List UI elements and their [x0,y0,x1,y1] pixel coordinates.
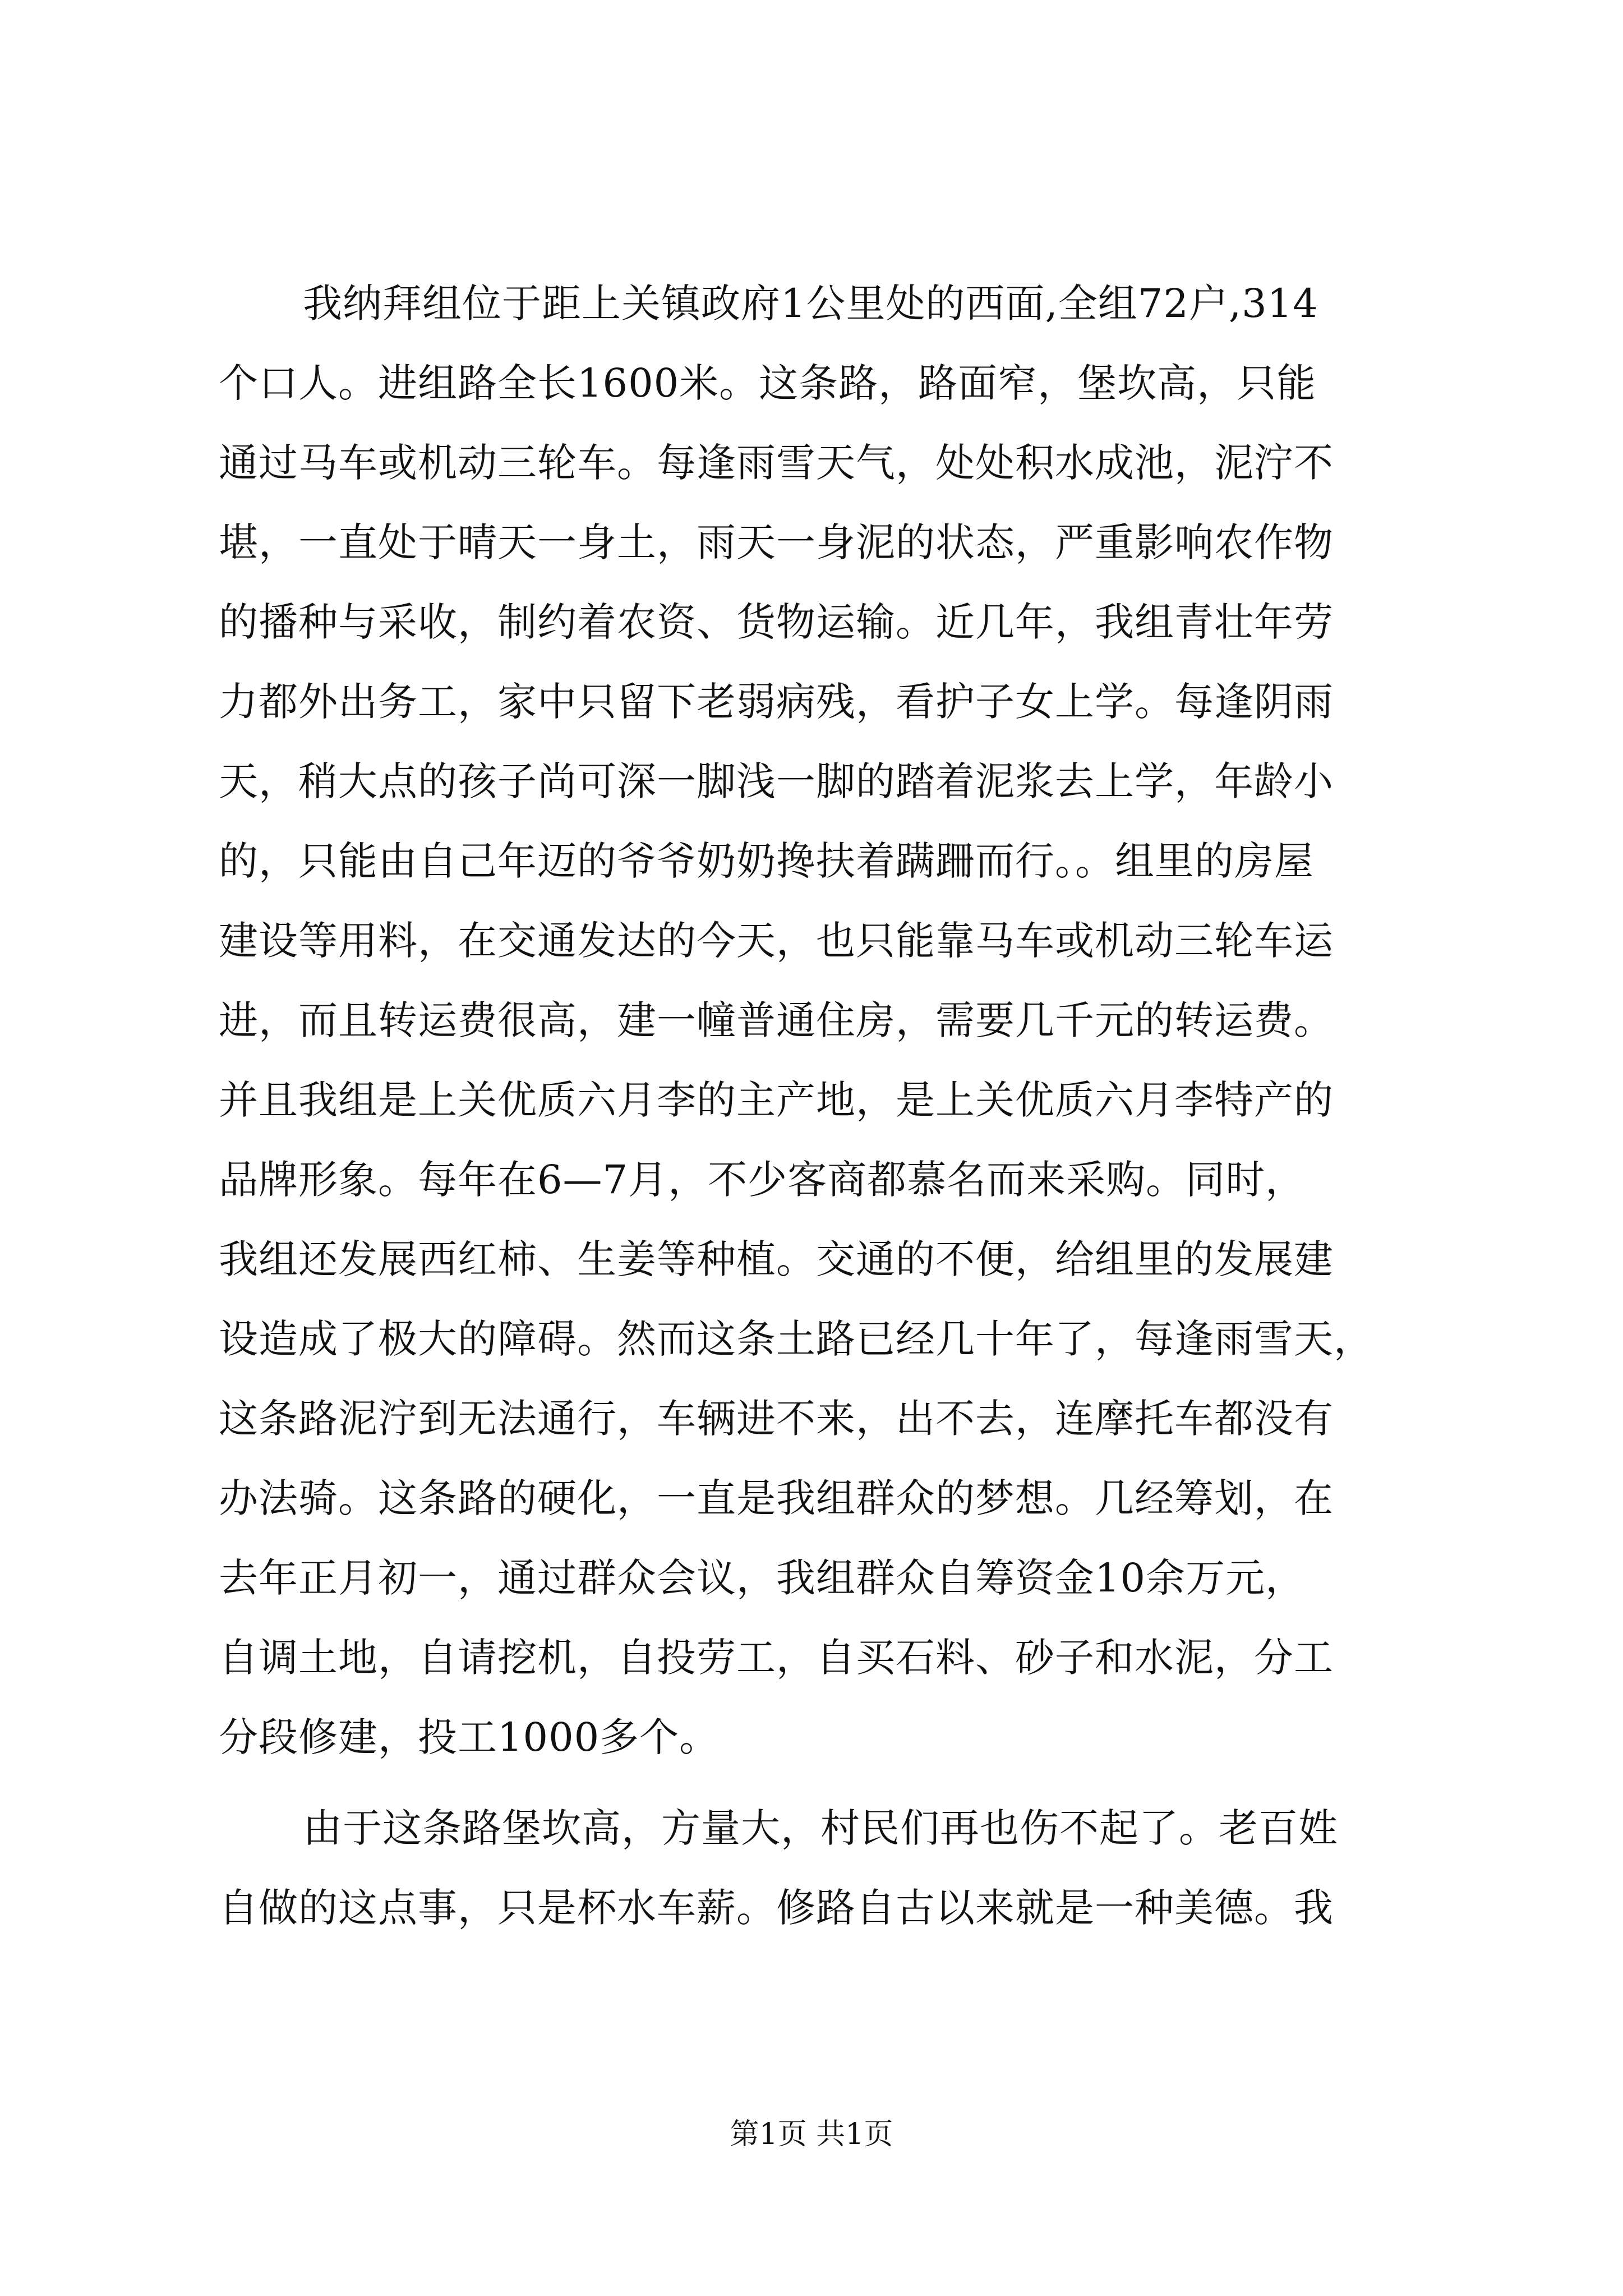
document-body [219,264,1424,1948]
paragraph-1 [219,264,1424,1777]
text-line: 力都外出务工，家中只留下老弱病残，看护子女上学。每逢阴雨 [219,679,1334,725]
text-line: 办法骑。这条路的硬化，一直是我组群众的梦想。几经筹划，在 [219,1475,1334,1521]
text-line: 分段修建，投工1000多个。 [219,1714,720,1760]
text-line: 去年正月初一，通过群众会议，我组群众自筹资金10余万元， [219,1555,1306,1601]
text-line: 自调土地，自请挖机，自投劳工，自买石料、砂子和水泥，分工 [219,1635,1334,1681]
text-line: 这条路泥泞到无法通行，车辆进不来，出不去，连摩托车都没有 [219,1396,1334,1442]
text-line: 进，而且转运费很高，建一幢普通住房，需要几千元的转运费。 [219,997,1334,1043]
text-line: 建设等用料，在交通发达的今天，也只能靠马车或机动三轮车运 [219,918,1334,964]
text-line: 堪，一直处于晴天一身土，雨天一身泥的状态，严重影响农作物 [219,519,1334,565]
page-footer [0,2118,1623,2151]
page-number: 第1页 共1页 [730,2118,893,2151]
text-line: 的播种与采收，制约着农资、货物运输。近几年，我组青壮年劳 [219,599,1334,645]
text-line: 并且我组是上关优质六月李的主产地，是上关优质六月李特产的 [219,1077,1334,1123]
text-line: 通过马车或机动三轮车。每逢雨雪天气，处处积水成池，泥泞不 [219,440,1334,486]
text-line: 自做的这点事，只是杯水车薪。修路自古以来就是一种美德。我 [219,1885,1334,1931]
text-line: 个口人。进组路全长1600米。这条路，路面窄，堡坎高，只能 [219,360,1317,406]
text-line: 天，稍大点的孩子尚可深一脚浅一脚的踏着泥浆去上学，年龄小 [219,758,1334,804]
paragraph-2 [219,1788,1424,1948]
text-line: 我纳拜组位于距上关镇政府1公里处的西面,全组72户,314 [303,280,1318,326]
text-line: 品牌形象。每年在6—7月，不少客商都慕名而来采购。同时， [219,1157,1306,1203]
text-line: 设造成了极大的障碍。然而这条土路已经几十年了，每逢雨雪天， [219,1316,1373,1362]
text-line: 我组还发展西红柿、生姜等种植。交通的不便，给组里的发展建 [219,1236,1334,1282]
text-line: 的，只能由自己年迈的爷爷奶奶搀扶着蹒跚而行。。组里的房屋 [219,838,1314,884]
text-line: 由于这条路堡坎高，方量大，村民们再也伤不起了。老百姓 [303,1805,1338,1851]
paragraph-spacer [219,1777,1424,1788]
